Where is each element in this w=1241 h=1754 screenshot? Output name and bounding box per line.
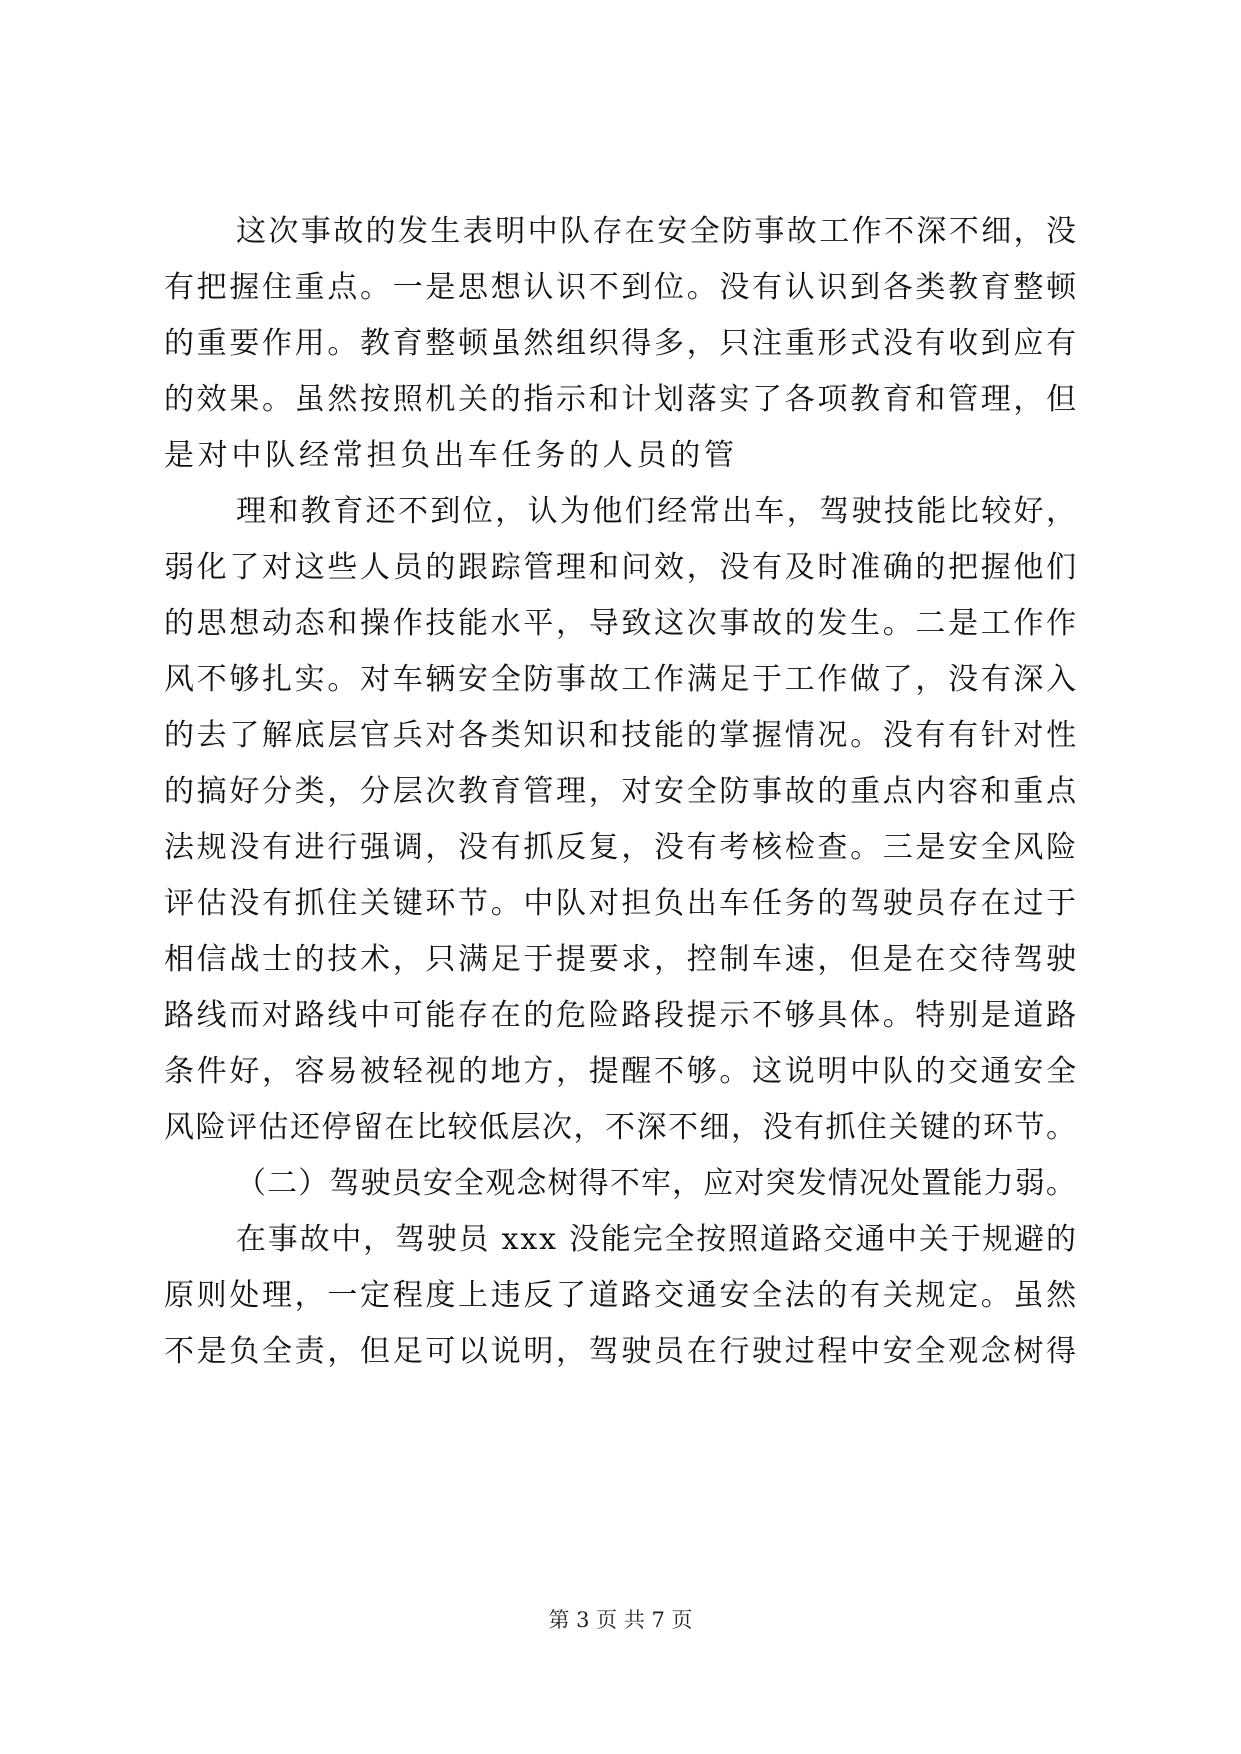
text-line: 的去了解底层官兵对各类知识和技能的掌握情况。没有有针对性 (164, 718, 1079, 753)
text-line: 不是负全责，但足可以说明，驾驶员在行驶过程中安全观念树得 (164, 1334, 1079, 1369)
text-line: 在事故中，驾驶员 xxx 没能完全按照道路交通中关于规避的 (236, 1222, 1078, 1257)
text-line: 的思想动态和操作技能水平，导致这次事故的发生。二是工作作 (164, 606, 1079, 641)
text-line: 相信战士的技术，只满足于提要求，控制车速，但是在交待驾驶 (164, 942, 1079, 977)
text-line: 这次事故的发生表明中队存在安全防事故工作不深不细，没 (236, 214, 1079, 249)
text-line: 的搞好分类，分层次教育管理，对安全防事故的重点内容和重点 (164, 774, 1079, 809)
text-line: 法规没有进行强调，没有抓反复，没有考核检查。三是安全风险 (164, 830, 1079, 865)
text-line: 的重要作用。教育整顿虽然组织得多，只注重形式没有收到应有 (164, 326, 1079, 361)
section-heading: （二）驾驶员安全观念树得不牢，应对突发情况处置能力弱。 (236, 1166, 1078, 1201)
text-line: 理和教育还不到位，认为他们经常出车，驾驶技能比较好， (236, 494, 1079, 529)
text-line: 评估没有抓住关键环节。中队对担负出车任务的驾驶员存在过于 (164, 886, 1079, 921)
text-line: 原则处理，一定程度上违反了道路交通安全法的有关规定。虽然 (164, 1278, 1079, 1313)
text-line: 路线而对路线中可能存在的危险路段提示不够具体。特别是道路 (164, 998, 1079, 1033)
text-line: 的效果。虽然按照机关的指示和计划落实了各项教育和管理，但 (164, 382, 1079, 417)
text-line: 风险评估还停留在比较低层次，不深不细，没有抓住关键的环节。 (164, 1110, 1078, 1145)
text-line: 弱化了对这些人员的跟踪管理和问效，没有及时准确的把握他们 (164, 550, 1079, 585)
text-line: 风不够扎实。对车辆安全防事故工作满足于工作做了，没有深入 (164, 662, 1079, 697)
text-line: 有把握住重点。一是思想认识不到位。没有认识到各类教育整顿 (164, 270, 1079, 305)
text-line: 条件好，容易被轻视的地方，提醒不够。这说明中队的交通安全 (164, 1054, 1079, 1089)
page-number-footer: 第 3 页 共 7 页 (548, 1608, 693, 1632)
text-line: 是对中队经常担负出车任务的人员的管 (164, 438, 738, 473)
